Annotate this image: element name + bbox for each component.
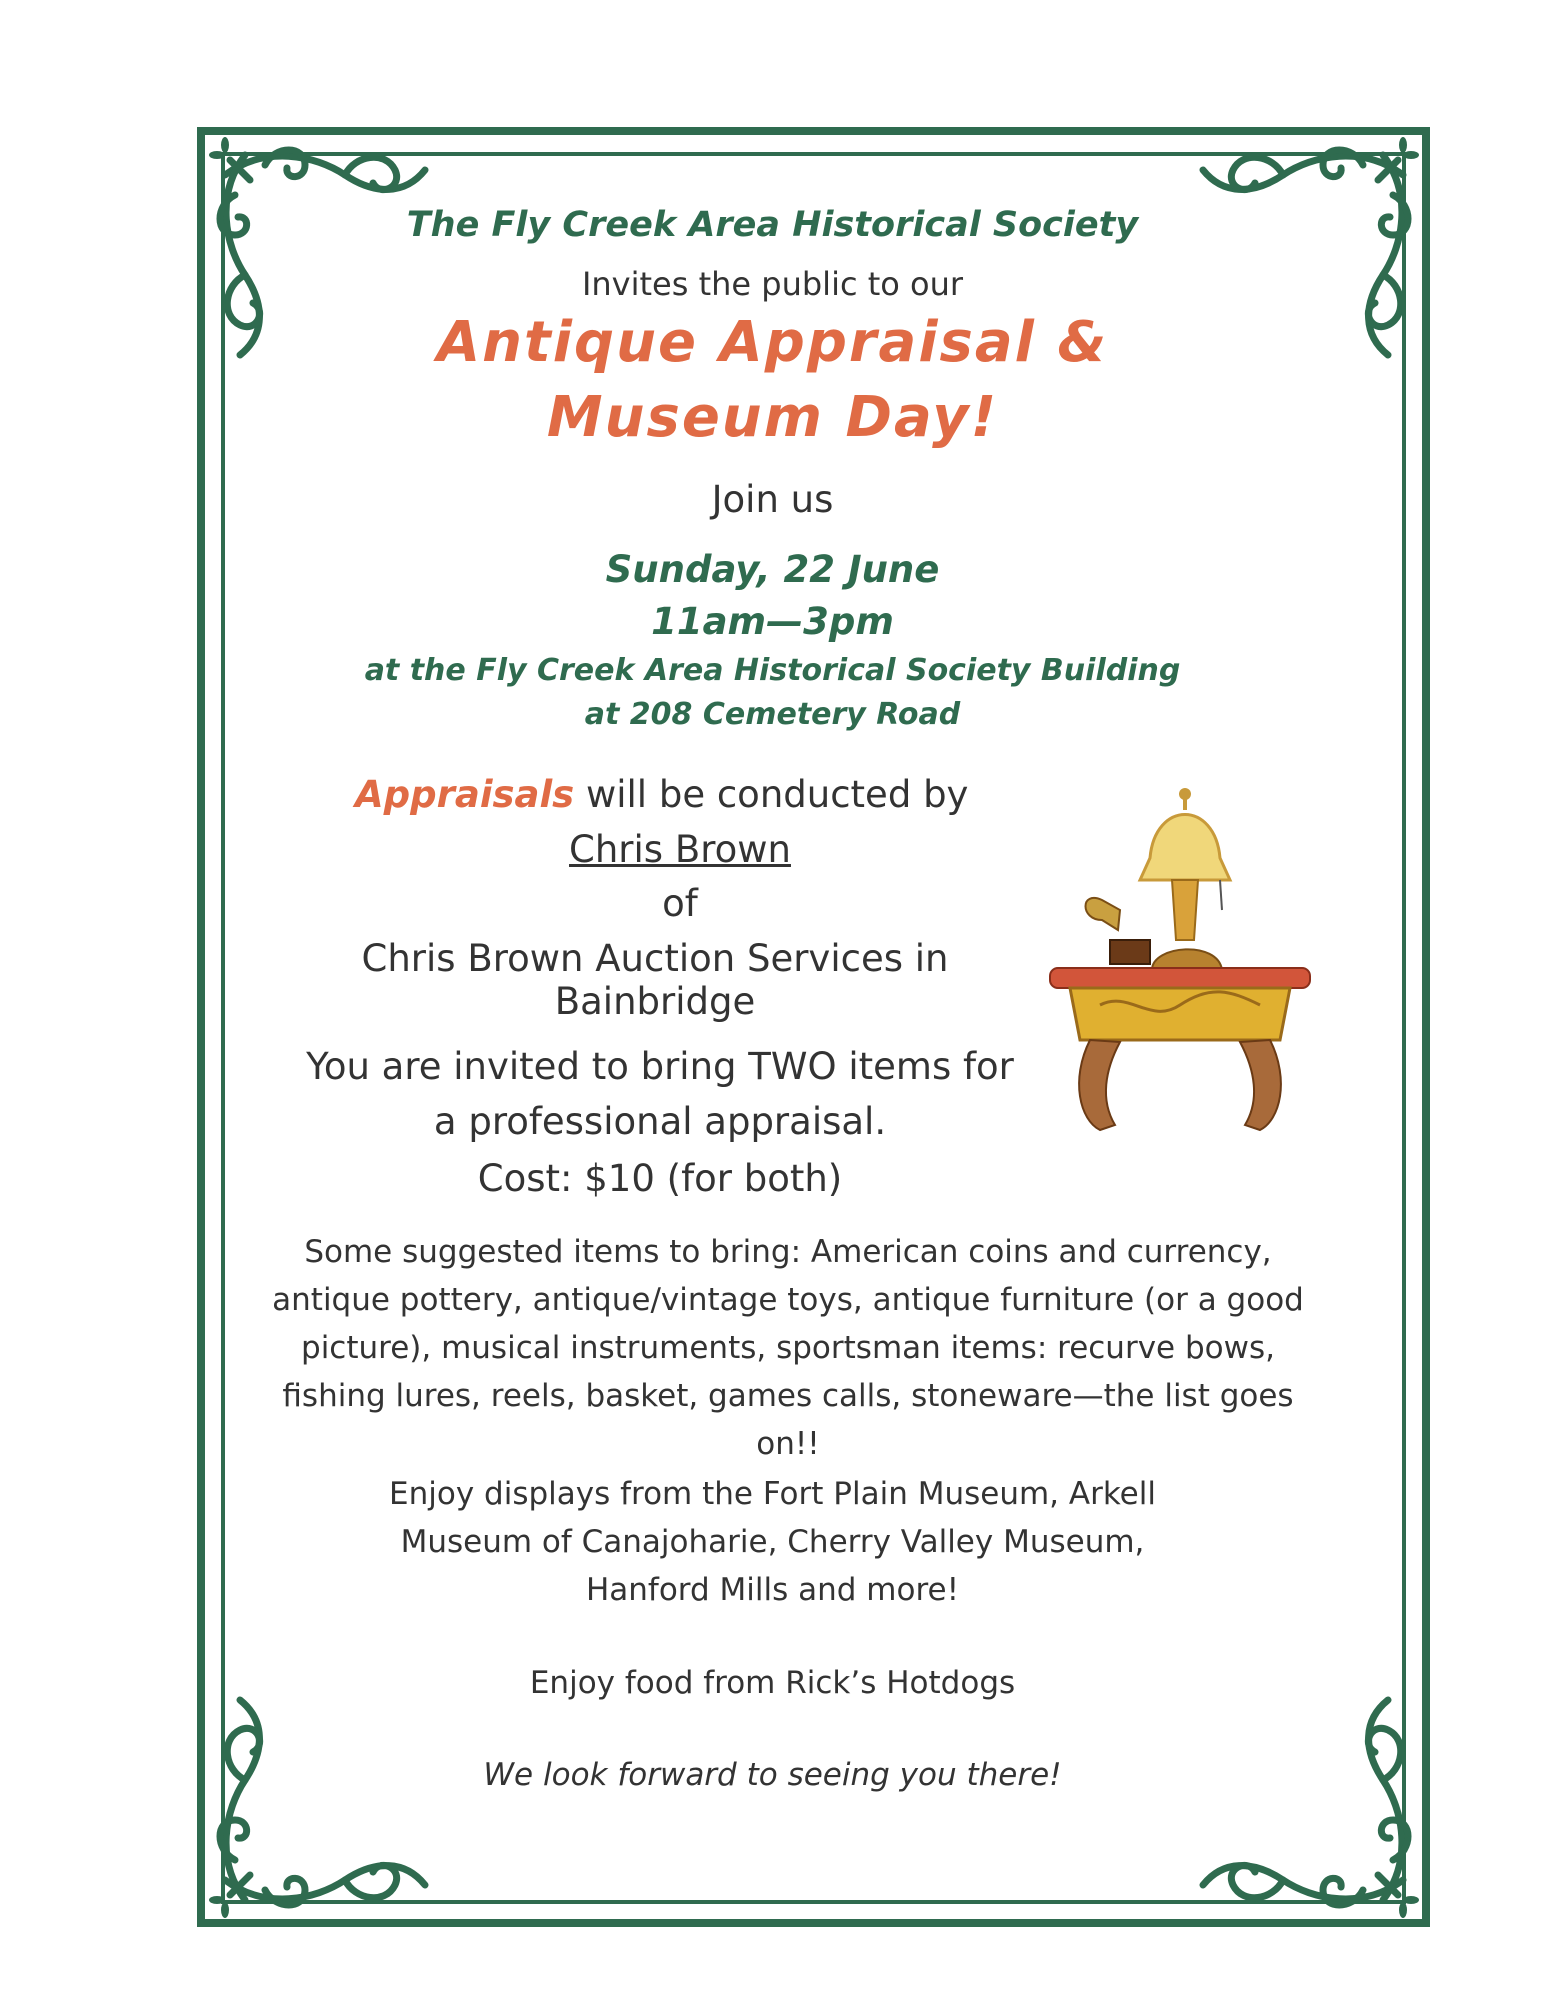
organization-name: The Fly Creek Area Historical Society — [406, 205, 1139, 245]
invite-line: Invites the public to our — [581, 265, 964, 303]
food-note: Enjoy food from Rick’s Hotdogs — [529, 1665, 1016, 1701]
bring-items-line1: You are invited to bring TWO items for — [306, 1045, 1014, 1088]
join-us: Join us — [711, 478, 834, 521]
scroll-ornament-icon — [1193, 1690, 1423, 1920]
appraisals-highlight: Appraisals — [355, 773, 575, 816]
of-word: of — [662, 882, 698, 925]
event-date: Sunday, 22 June — [605, 548, 940, 591]
event-title-line2: Museum Day! — [546, 385, 999, 450]
appraiser-name: Chris Brown — [569, 828, 791, 871]
scroll-ornament-icon — [205, 1690, 435, 1920]
appraisal-intro — [355, 773, 968, 816]
appraisal-lead: will be conducted by — [574, 773, 969, 816]
event-time: 11am—3pm — [651, 600, 894, 643]
suggested-items: Some suggested items to bring: American coins and currency, antique pottery, antique/vintage toys, antique furniture (or a good picture), musical instruments, sportsman items: recurve bows, fishing lures, reels, basket, games calls, stoneware—the list goes on!! — [272, 1234, 1304, 1462]
appraisal-cost: Cost: $10 (for both) — [477, 1157, 843, 1200]
appraiser-company: Chris Brown Auction Services in Bainbridge — [361, 937, 949, 1023]
event-venue: at the Fly Creek Area Historical Society Building — [364, 653, 1181, 688]
antique-table-lamp-phonograph-illustration — [1040, 780, 1320, 1160]
event-title-line1: Antique Appraisal & — [436, 310, 1109, 375]
closing-line: We look forward to seeing you there! — [483, 1757, 1062, 1793]
event-address: at 208 Cemetery Road — [584, 697, 961, 732]
museum-displays: Enjoy displays from the Fort Plain Museum, Arkell Museum of Canajoharie, Cherry Valley Museum, Hanford Mills and more! — [389, 1476, 1156, 1608]
bring-items-line2: a professional appraisal. — [433, 1100, 887, 1143]
